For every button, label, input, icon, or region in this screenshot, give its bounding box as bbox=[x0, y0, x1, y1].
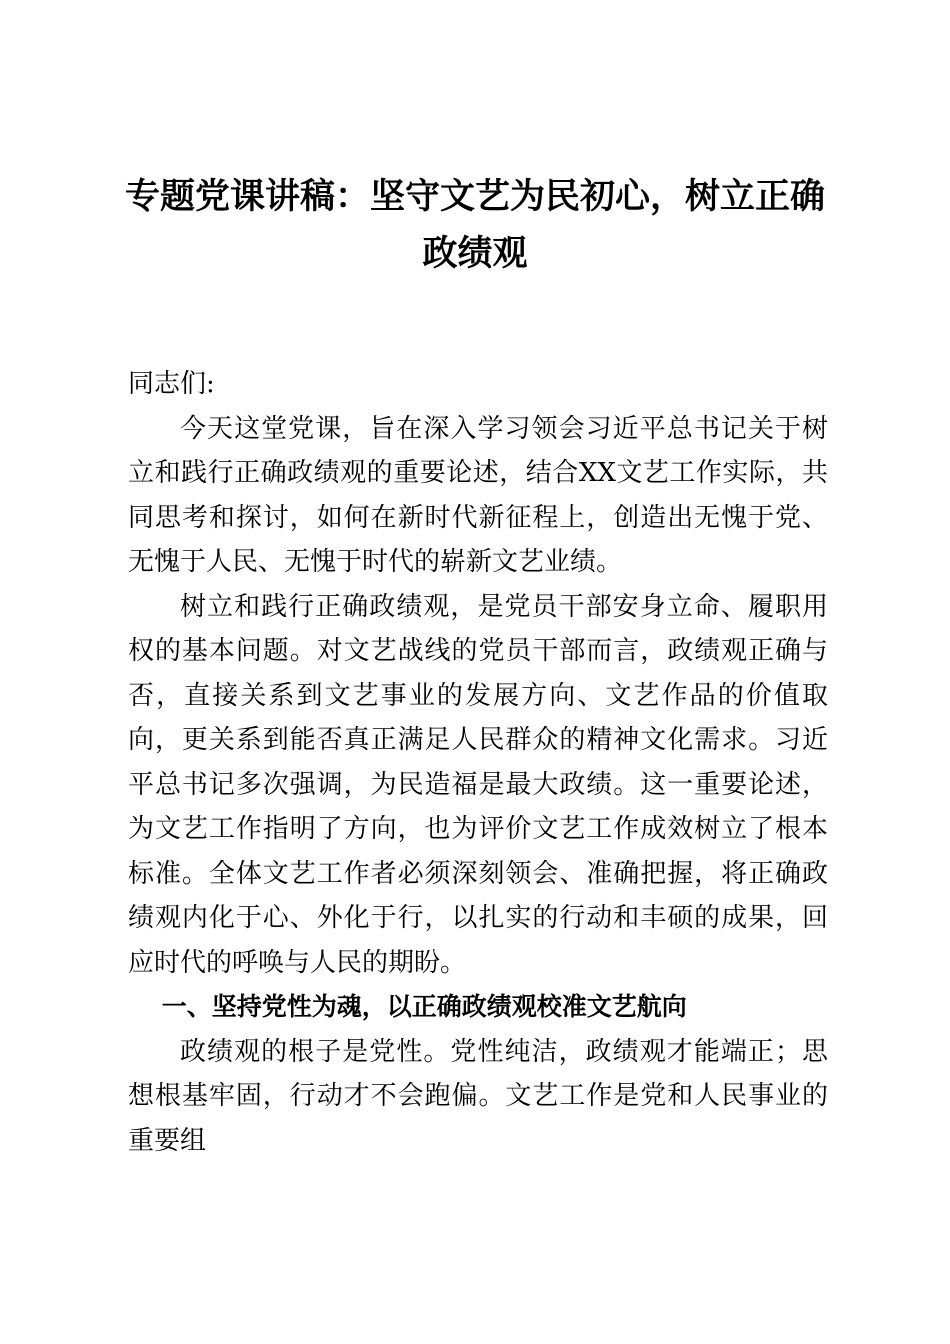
section-heading: 一、坚持党性为魂，以正确政绩观校准文艺航向 bbox=[161, 992, 687, 1021]
title-line-2: 政绩观 bbox=[422, 233, 528, 274]
section-paragraph: 政绩观的根子是党性。党性纯洁，政绩观才能端正；思想根基牢固，行动才不会跑偏。文艺工作是党和人民事业的重要组 bbox=[128, 1036, 828, 1156]
document-title bbox=[110, 168, 840, 282]
salutation: 同志们: bbox=[128, 369, 215, 399]
document-body bbox=[128, 362, 828, 1163]
paragraph-main: 树立和践行正确政绩观，是党员干部安身立命、履职用权的基本问题。对文艺战线的党员干部而言，政绩观正确与否，直接关系到文艺事业的发展方向、文艺作品的价值取向，更关系到能否真正满足人民群众的精神文化需求。习近平总书记多次强调，为民造福是最大政绩。这一重要论述，为文艺工作指明了方向，也为评价文艺工作成效树立了根本标准。全体文艺工作者必须深刻领会、准确把握，将正确政绩观内化于心、外化于行，以扎实的行动和丰硕的成果，回应时代的呼唤与人民的期盼。 bbox=[128, 591, 828, 978]
title-line-1: 专题党课讲稿：坚守文艺为民初心，树立正确 bbox=[124, 176, 825, 217]
paragraph-intro: 今天这堂党课，旨在深入学习领会习近平总书记关于树立和践行正确政绩观的重要论述，结合XX文艺工作实际，共同思考和探讨，如何在新时代新征程上，创造出无愧于党、无愧于人民、无愧于时代的崭新文艺业绩。 bbox=[128, 413, 828, 577]
